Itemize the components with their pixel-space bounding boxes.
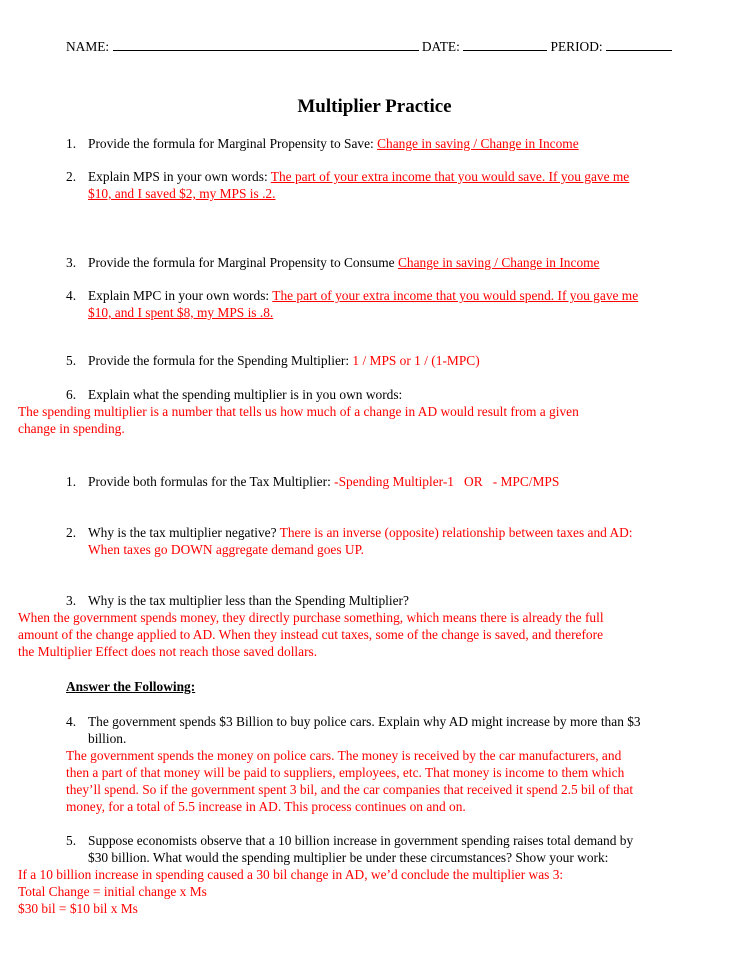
question-number: 3. (66, 593, 77, 608)
tax-question-1 (66, 473, 559, 490)
question-prompt: The government spends $3 Billion to buy police cars. Explain why AD might increase by more than $3 (88, 714, 641, 729)
practice-question-4 (66, 713, 641, 730)
period-blank[interactable] (606, 38, 672, 51)
date-label: DATE: (421, 39, 460, 54)
question-prompt: Provide both formulas for the Tax Multiplier: (88, 474, 335, 489)
answer-text: the Multiplier Effect does not reach those saved dollars. (18, 644, 318, 659)
question-prompt: Explain MPS in your own words: (88, 169, 271, 184)
answer-text: change in spending. (18, 421, 125, 436)
question-prompt: Explain what the spending multiplier is in you own words: (88, 387, 403, 402)
question-4 (66, 287, 638, 304)
question-prompt: Provide the formula for Marginal Propensity to Save: (88, 136, 378, 151)
question-number: 6. (66, 387, 77, 402)
page-title: Multiplier Practice (297, 96, 452, 117)
question-number: 4. (66, 714, 77, 729)
question-number: 3. (66, 255, 77, 270)
name-blank[interactable] (113, 38, 419, 51)
question-prompt: Suppose economists observe that a 10 billion increase in government spending raises total demand by (88, 833, 634, 848)
answer-text: -Spending Multipler-1 OR - MPC/MPS (334, 474, 560, 489)
answer-text: $30 bil = $10 bil x Ms (18, 901, 138, 916)
question-number: 2. (66, 525, 77, 540)
question-prompt: $30 billion. What would the spending multiplier be under these circumstances? Show your work: (88, 850, 609, 865)
question-6 (66, 386, 402, 403)
question-prompt: Why is the tax multiplier negative? (88, 525, 280, 540)
answer-text: then a part of that money will be paid to suppliers, employees, etc. That money is income to them which (66, 765, 625, 780)
answer-text: There is an inverse (opposite) relationship between taxes and AD: (279, 525, 633, 540)
answer-text: When the government spends money, they directly purchase something, which means there is already the full (18, 610, 604, 625)
tax-question-2 (66, 524, 633, 541)
question-prompt: Provide the formula for the Spending Multiplier: (88, 353, 353, 368)
question-prompt: Explain MPC in your own words: (88, 288, 273, 303)
answer-text: Change in saving / Change in Income (377, 136, 579, 151)
answer-text: When taxes go DOWN aggregate demand goes UP. (88, 542, 364, 557)
question-number: 5. (66, 353, 77, 368)
answer-text: Total Change = initial change x Ms (18, 884, 207, 899)
answer-text: money, for a total of 5.5 increase in AD. This process continues on and on. (66, 799, 466, 814)
question-prompt: billion. (88, 731, 127, 746)
answer-text: The spending multiplier is a number that tells us how much of a change in AD would result from a given (18, 404, 579, 419)
section-heading: Answer the Following: (66, 679, 196, 694)
question-prompt: Why is the tax multiplier less than the Spending Multiplier? (88, 593, 409, 608)
name-label: NAME: (66, 39, 110, 54)
header-row (66, 38, 672, 55)
tax-question-3 (66, 592, 409, 609)
question-2 (66, 168, 629, 185)
practice-question-5 (66, 832, 633, 849)
question-prompt: Provide the formula for Marginal Propensity to Consume (88, 255, 398, 270)
answer-text: If a 10 billion increase in spending caused a 30 bil change in AD, we’d conclude the multiplier was 3: (18, 867, 564, 882)
answer-text: Change in saving / Change in Income (397, 255, 600, 270)
answer-text: 1 / MPS or 1 / (1-MPC) (352, 353, 480, 368)
answer-text: The part of your extra income that you would spend. If you gave me (272, 288, 639, 303)
answer-text: $10, and I saved $2, my MPS is .2. (88, 186, 276, 201)
answer-text: they’ll spend. So if the government spent 3 bil, and the car companies that received it spend 2.5 bil of that (66, 782, 634, 797)
period-label: PERIOD: (550, 39, 603, 54)
question-3 (66, 254, 600, 271)
answer-text: The part of your extra income that you would save. If you gave me (270, 169, 630, 184)
date-blank[interactable] (463, 38, 547, 51)
question-number: 5. (66, 833, 77, 848)
answer-text: $10, and I spent $8, my MPS is .8. (88, 305, 274, 320)
question-5 (66, 352, 480, 369)
question-number: 2. (66, 169, 77, 184)
answer-text: amount of the change applied to AD. When they instead cut taxes, some of the change is saved, and therefore (18, 627, 604, 642)
question-1 (66, 135, 579, 152)
question-number: 4. (66, 288, 77, 303)
question-number: 1. (66, 474, 77, 489)
question-number: 1. (66, 136, 77, 151)
answer-text: The government spends the money on police cars. The money is received by the car manufacturers, and (66, 748, 622, 763)
